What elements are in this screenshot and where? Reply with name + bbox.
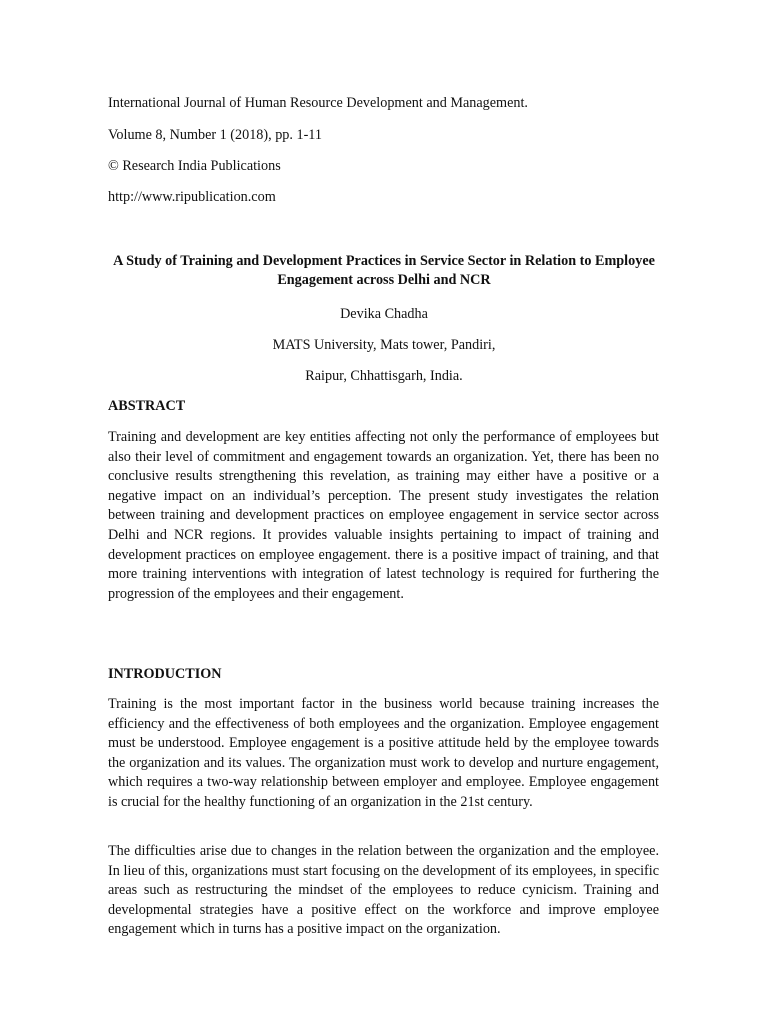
abstract-heading: ABSTRACT	[108, 398, 186, 414]
introduction-heading: INTRODUCTION	[108, 666, 222, 682]
journal-volume: Volume 8, Number 1 (2018), pp. 1-11	[108, 127, 322, 143]
copyright-notice: © Research India Publications	[108, 158, 281, 174]
paper-title: A Study of Training and Development Practices in Service Sector in Relation to Employee Engagement across Delhi and NCR	[113, 253, 655, 288]
publisher-url: http://www.ripublication.com	[108, 189, 276, 205]
abstract-text: Training and development are key entities affecting not only the performance of employees but also their level of commitment and engagement towards an organization. Yet, there has been no conclusive results strengthening this revelation, as training may either have a positive or a negative impact on an individual’s perception. The present study investigates the relation between training and development practices on employee engagement in service sector across Delhi and NCR regions. It provides valuable insights pertaining to impact of training and development practices on employee engagement. there is a positive impact of training, and that more training interventions with integration of latest technology is required for furthering the progression of the employees and their engagement.	[108, 429, 659, 602]
introduction-paragraph-2: The difficulties arise due to changes in the relation between the organization and the employee. In lieu of this, organizations must start focusing on the development of its employees, in specific areas such as restructuring the mindset of the employees to reduce cynicism. Training and developmental strategies have a positive effect on the workforce and improve employee engagement which in turns has a positive impact on the organization.	[108, 843, 659, 938]
affiliation-line-1: MATS University, Mats tower, Pandiri,	[272, 337, 496, 353]
affiliation-line-2: Raipur, Chhattisgarh, India.	[305, 368, 463, 384]
introduction-paragraph-1: Training is the most important factor in the business world because training increases the efficiency and the effectiveness of both employees and the organization. Employee engagement must be understood. Employee engagement is a positive attitude held by the employee towards the organization and its values. The organization must work to develop and nurture engagement, which requires a two-way relationship between employer and employee. Employee engagement is crucial for the healthy functioning of an organization in the 21st century.	[108, 696, 659, 810]
author-name: Devika Chadha	[340, 306, 428, 322]
journal-name: International Journal of Human Resource Development and Management.	[108, 95, 528, 111]
